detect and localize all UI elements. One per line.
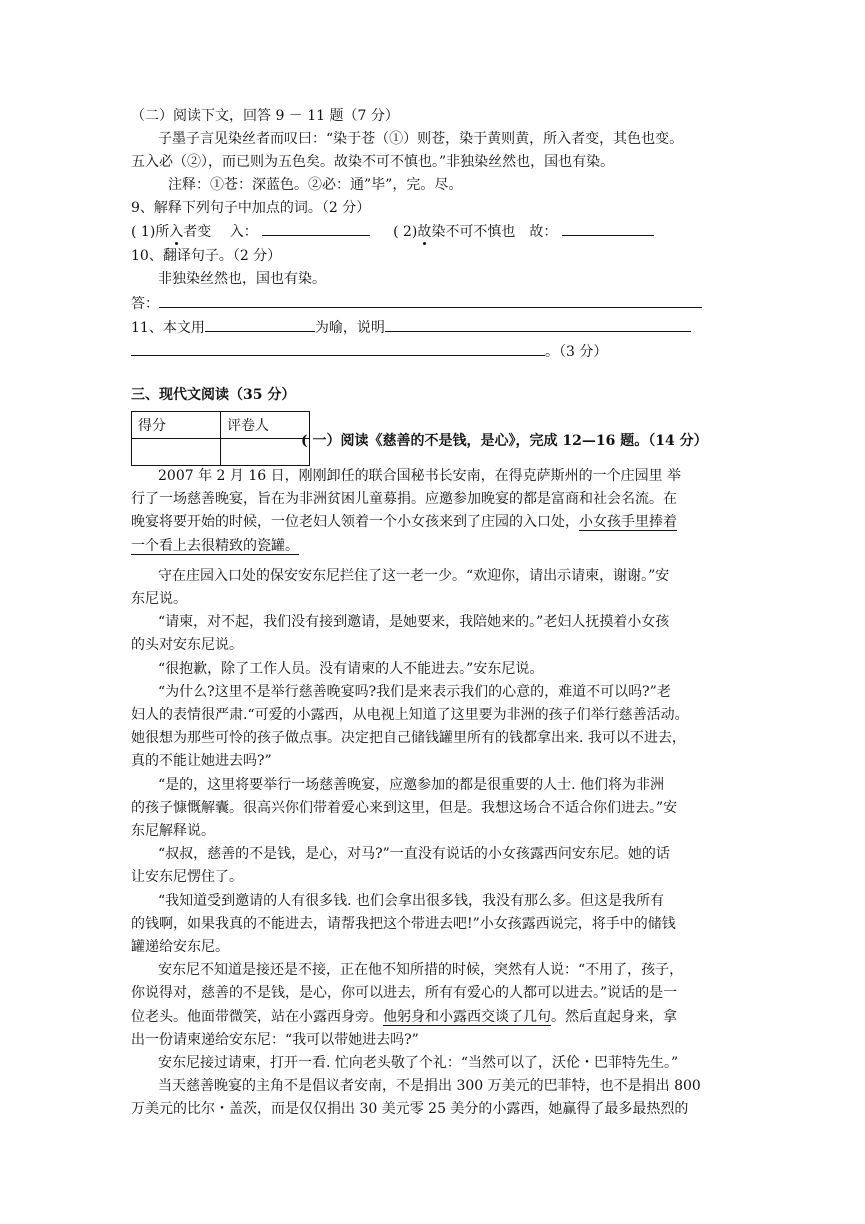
q9-item1-text: ( 1)所 — [131, 224, 170, 240]
q10-answer-label: 答： — [131, 296, 159, 312]
article-line: 的孩子慷慨解囊。很高兴你们带着爱心来到这里，但是。我想这场合不适合你们进去。”安 — [131, 800, 678, 816]
q9-items — [131, 221, 654, 242]
q9-item2-answer-blank[interactable] — [562, 221, 654, 236]
article-line: 出一份请柬递给安东尼：“我可以带她进去吗?” — [131, 1032, 419, 1048]
article-line: 的头对安东尼说。 — [131, 637, 243, 653]
score-cell[interactable] — [132, 439, 221, 466]
q10-answer-blank[interactable] — [159, 293, 702, 308]
article-line: 让安东尼愣住了。 — [131, 869, 243, 885]
article-sub-heading: ( 一）阅读《慈善的不是钱，是心》，完成 12—16 题。（14 分） — [301, 433, 708, 449]
q9-item2-dotted-word: 故 — [417, 224, 432, 240]
q9-item1-answer-blank[interactable] — [262, 221, 370, 236]
article-line: 她很想为那些可怜的孩子做点事。决定把自己储钱罐里所有的钱都拿出来. 我可以不进去， — [131, 730, 686, 746]
grader-header: 评卷人 — [221, 412, 310, 439]
q9-item2-label: 染不可不慎也 故： — [431, 224, 558, 240]
article-line: 你说得对，慈善的不是钱，是心，你可以进去，所有有爱心的人都可以进去。”说话的是一 — [131, 985, 678, 1001]
q9-stem: 9、解释下列句子中加点的词。（2 分） — [131, 200, 371, 216]
score-header: 得分 — [132, 412, 221, 439]
article-line: 万美元的比尔・盖茨，而是仅仅捐出 30 美元零 25 美分的小露西，她赢得了最多最热烈的 — [131, 1101, 689, 1117]
section3-heading: 三、现代文阅读（35 分） — [131, 387, 296, 403]
underlined-sentence: 一个看上去很精致的瓷罐。 — [131, 538, 299, 554]
article-line: 晚宴将要开始的时候，一位老妇人领着一个小女孩来到了庄园的入口处，小女孩手里捧着 — [131, 514, 677, 530]
article-line: “很抱歉，除了工作人员。没有请柬的人不能进去。”安东尼说。 — [158, 661, 544, 677]
q11-blank-metaphor[interactable] — [205, 317, 315, 332]
article-line: 东尼说。 — [131, 591, 187, 607]
q9-item2-text: ( 2) — [393, 224, 418, 240]
article-line — [131, 536, 299, 556]
q9-item1-label: 者变 入： — [183, 224, 258, 240]
q9-item1-dotted-word: 入 — [169, 224, 184, 240]
q11-blank-explain-cont[interactable] — [131, 341, 545, 356]
q11-score: 。（3 分） — [545, 344, 608, 360]
article-line: 安东尼接过请柬，打开一看. 忙向老头敬了个礼：“当然可以了，沃伦・巴菲特先生。” — [158, 1055, 679, 1071]
grader-cell[interactable] — [221, 439, 310, 466]
article-line: “请柬，对不起，我们没有接到邀请，是她要来，我陪她来的。”老妇人抚摸着小女孩 — [158, 614, 670, 630]
article-line: 2007 年 2 月 16 日，刚刚卸任的联合国秘书长安南，在得克萨斯州的一个庄园里 举 — [158, 468, 682, 484]
q11-blank-explain[interactable] — [385, 317, 691, 332]
q11-text: 为喻，说明 — [314, 320, 385, 336]
q11-row — [131, 317, 691, 338]
passage-line: 五入必（②），而已则为五色矣。故染不可不慎也。”非独染丝然也，国也有染。 — [131, 154, 615, 170]
article-line: 守在庄园入口处的保安安东尼拦住了这一老一少。“欢迎你，请出示请柬，谢谢。”安 — [158, 568, 670, 584]
article-line: “叔叔，慈善的不是钱，是心，对马?”一直没有说话的小女孩露西问安东尼。她的话 — [158, 846, 670, 862]
article-line: 位老头。他面带微笑，站在小露西身旁。他躬身和小露西交谈了几句。然后直起身来，拿 — [131, 1009, 677, 1025]
article-line: 妇人的表情很严肃.“可爱的小露西，从电视上知道了这里要为非洲的孩子们举行慈善活动。 — [131, 707, 689, 723]
article-line: 真的不能让她进去吗?” — [131, 753, 272, 769]
article-line: 罐递给安东尼。 — [131, 939, 229, 955]
score-table — [131, 411, 310, 466]
article-line: “我知道受到邀请的人有很多钱. 也们会拿出很多钱，我没有那么多。但这是我所有 — [158, 893, 665, 909]
passage-line: 子墨子言见染丝者而叹曰：“染于苍（①）则苍，染于黄则黄，所入者变，其色也变。 — [158, 131, 684, 147]
article-line: 当天慈善晚宴的主角不是倡议者安南，不是捐出 300 万美元的巴菲特，也不是捐出 800 — [158, 1078, 701, 1094]
article-line: 行了一场慈善晚宴，旨在为非洲贫困儿童募捐。应邀参加晚宴的都是富商和社会名流。在 — [131, 491, 677, 507]
article-line: 安东尼不知道是接还是不接，正在他不知所措的时候，突然有人说：“不用了，孩子， — [158, 962, 684, 978]
article-line: “为什么?这里不是举行慈善晚宴吗?我们是来表示我们的心意的，难道不可以吗?”老 — [158, 684, 671, 700]
q11-row2 — [131, 341, 607, 362]
q10-stem: 10、翻译句子。（2 分） — [131, 248, 282, 264]
q10-sentence: 非独染丝然也，国也有染。 — [158, 271, 326, 287]
q10-answer-row — [131, 293, 702, 314]
underlined-sentence: 他躬身和小露西交谈了几句 — [383, 1009, 551, 1025]
article-line: 东尼解释说。 — [131, 823, 215, 839]
q11-text: 11、本文用 — [131, 320, 205, 336]
article-line: 的钱啊，如果我真的不能进去，请帮我把这个带进去吧!”小女孩露西说完，将手中的储钱 — [131, 916, 676, 932]
underlined-sentence: 小女孩手里捧着 — [579, 514, 677, 530]
section2-heading: （二）阅读下文，回答 9 － 11 题（7 分） — [131, 108, 399, 124]
annotation-note: 注释：①苍：深蓝色。②必：通”毕”，完。尽。 — [168, 177, 463, 193]
article-line: “是的，这里将要举行一场慈善晚宴，应邀参加的都是很重要的人士. 他们将为非洲 — [158, 777, 665, 793]
